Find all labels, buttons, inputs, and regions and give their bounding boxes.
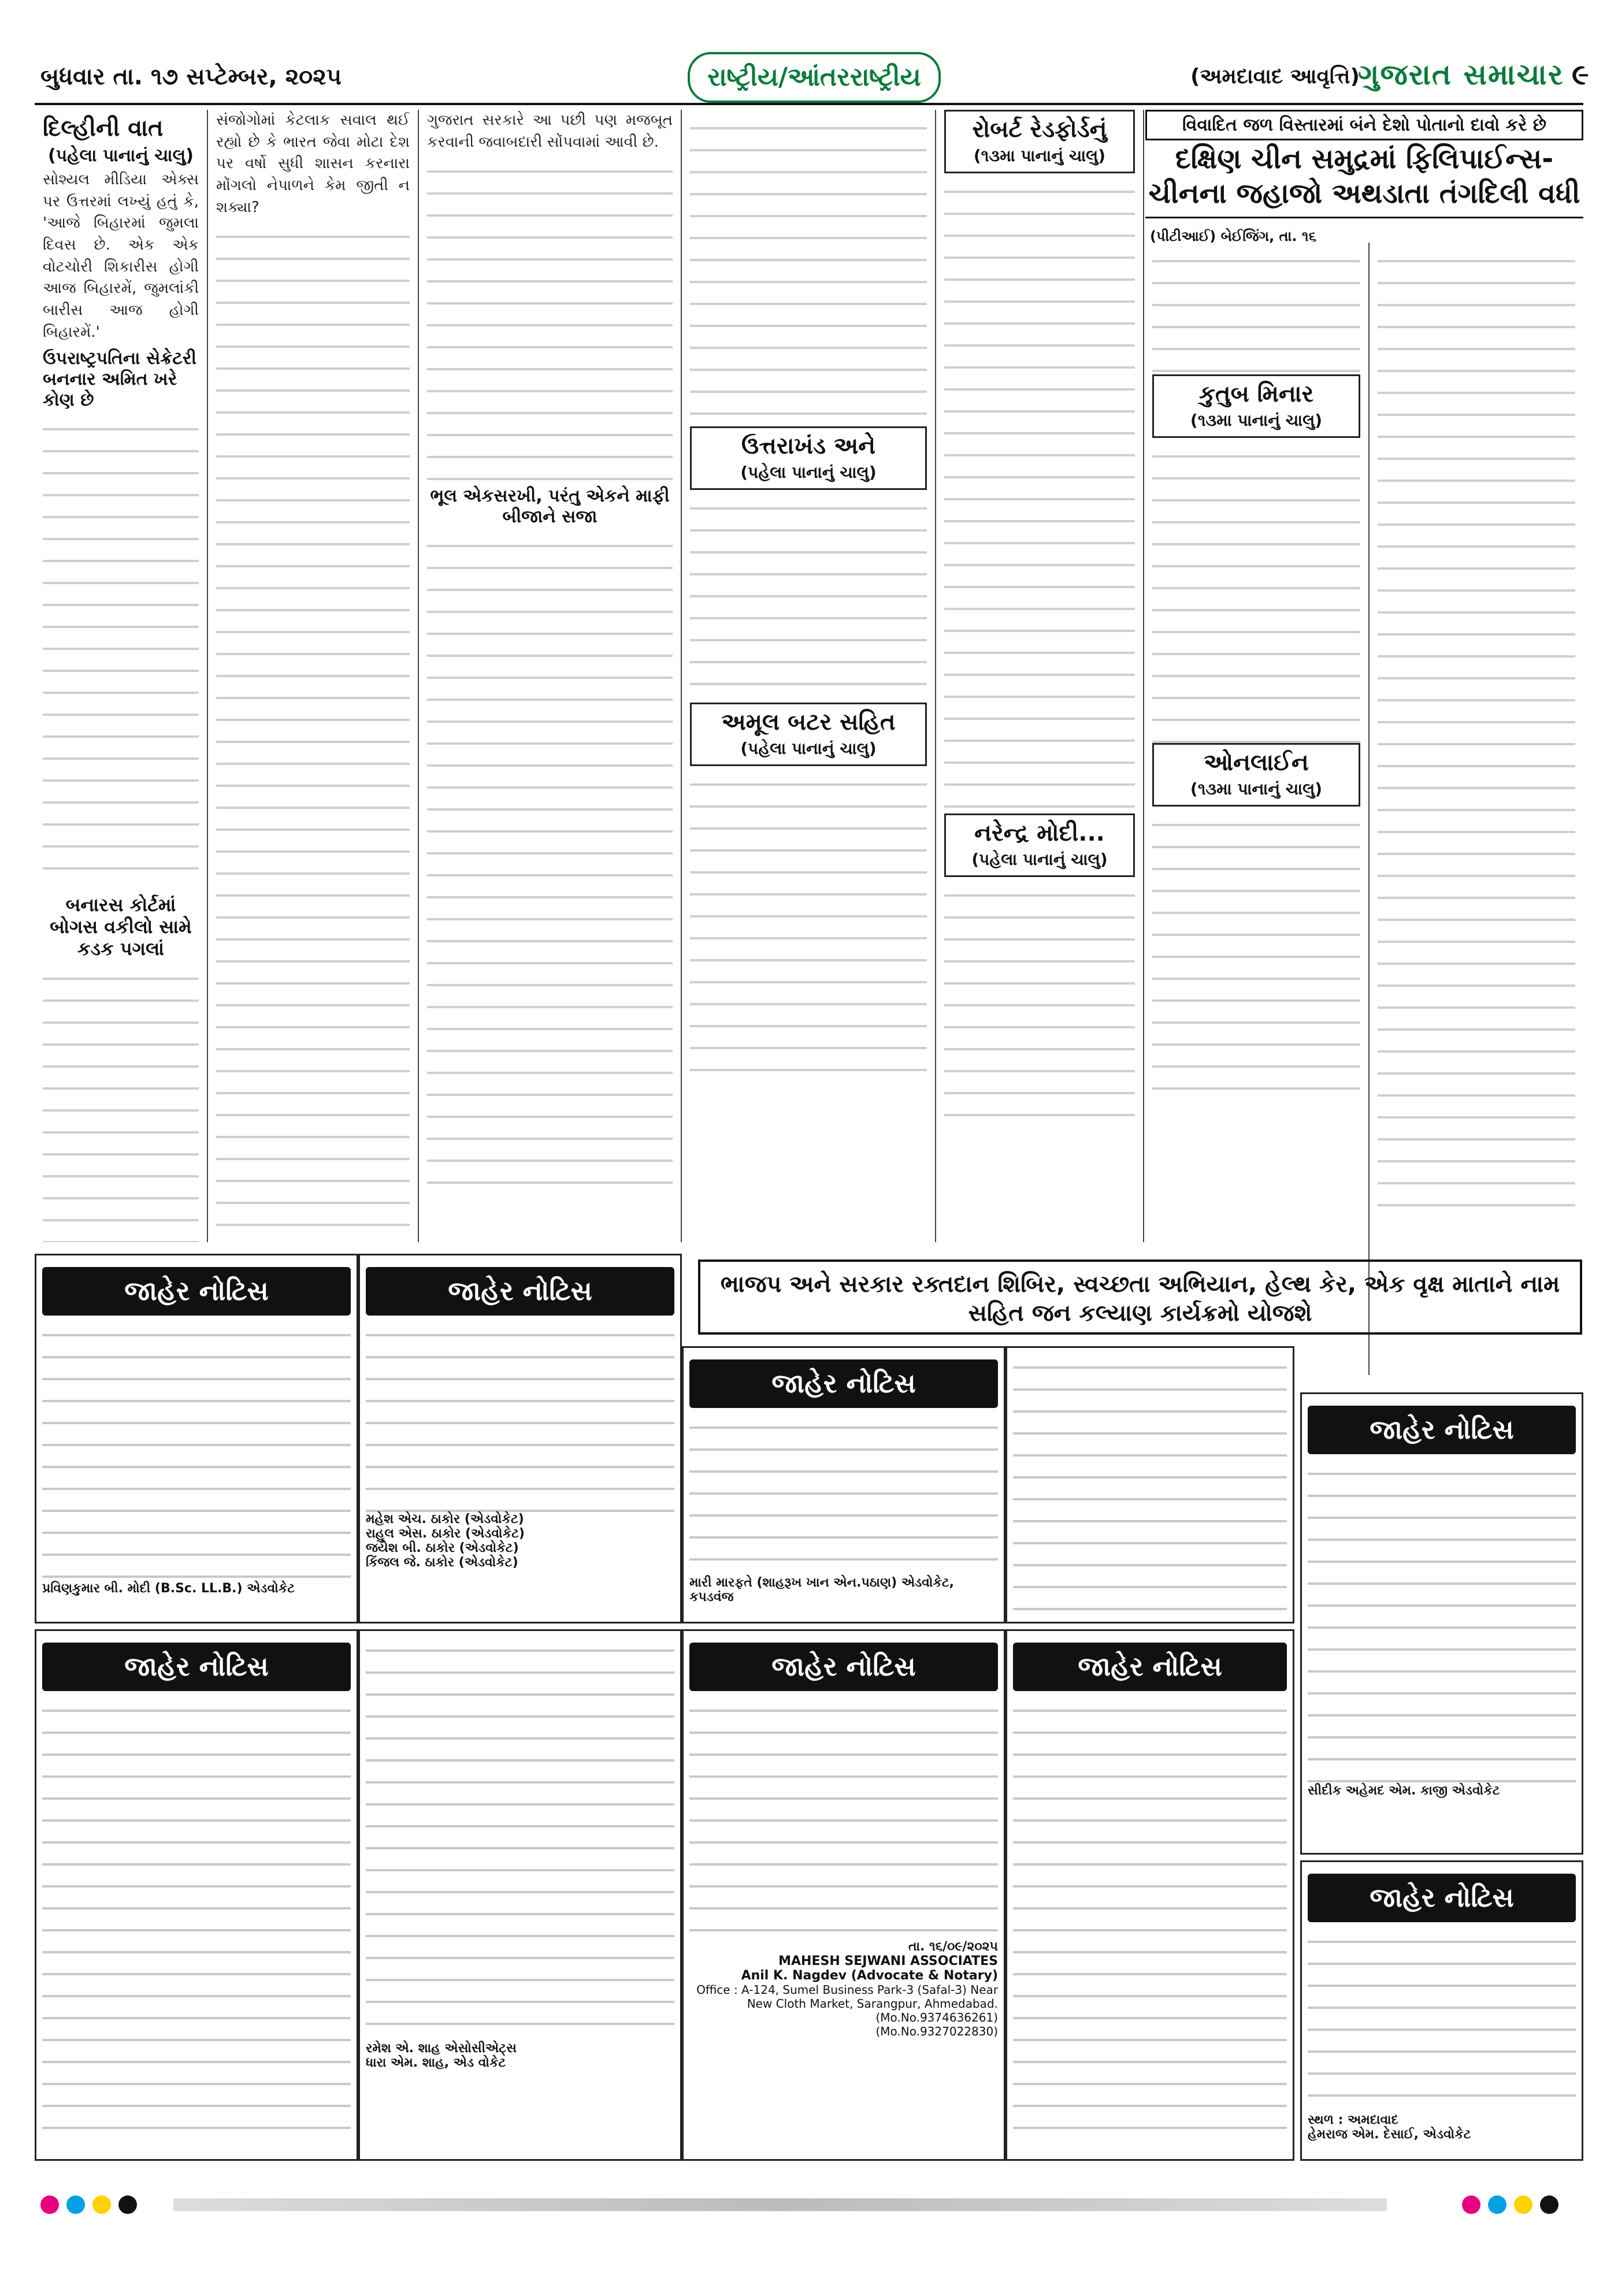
issue-date: બુધવાર તા. ૧૭ સપ્ટેમ્બર, ૨૦૨૫ [40, 64, 342, 90]
article-title: દિલ્હીની વાત [43, 115, 164, 142]
article-text-block [1378, 247, 1575, 1225]
article-continuation: (પહેલા પાનાનું ચાલુ) [740, 739, 877, 758]
public-notice-1 [35, 1254, 358, 1623]
notice-text [42, 1321, 351, 1581]
article-box-online [1152, 743, 1360, 807]
notice-phone: (Mo.No.9374636261) [875, 2011, 998, 2024]
article-body: ગુજરાત સરકારે આ પછી પણ મજબૂત કરવાની જવાબદારી સોંપવામાં આવી છે. [427, 112, 673, 151]
public-notice-4 [1300, 1392, 1583, 1855]
article-box-narendra [944, 813, 1135, 877]
article-body: સંજોગોમાં કેટલાક સવાલ થઈ રહ્યો છે કે ભારત જેવા મોટા દેશ પર વર્ષો સુધી શાસન કરનારા મોંગલો નેપાળને કેમ જીતી ન શક્યા? [216, 112, 410, 216]
notice-text [1308, 1928, 1576, 2113]
article-title: રોબર્ટ રેડફોર્ડનું [972, 116, 1107, 143]
notice-text [366, 1321, 674, 1512]
article-continuation: (પહેલા પાનાનું ચાલુ) [740, 463, 877, 482]
notice-advocate: રમેશ એ. શાહ એસોસીએટ્સ [366, 2041, 517, 2056]
article-box-robert [944, 110, 1135, 173]
column-delhi [35, 110, 208, 1242]
notice-header: જાહેર નોટિસ [42, 1643, 351, 1691]
public-notice-2 [358, 1254, 682, 1623]
notice-advocate: Anil K. Nagdev (Advocate & Notary) [741, 1968, 998, 1983]
registration-dot-magenta [1462, 2195, 1480, 2214]
edition-label: (અમદાવાદ આવૃત્તિ) [1190, 65, 1360, 88]
article-title: નરેન્દ્ર મોદી... [974, 820, 1105, 846]
notice-header: જાહેર નોટિસ [689, 1359, 998, 1408]
notice-advocate: હેમરાજ એમ. દેસાઈ, એડવોકેટ [1308, 2127, 1471, 2142]
bjp-campaign-banner: ભાજપ અને સરકાર રક્તદાન શિબિર, સ્વચ્છતા અભિયાન, હેલ્થ કેર, એક વૃક્ષ માતાને નામ સહિત જન કલ્યાણ કાર્યક્રમો યોજશે [698, 1260, 1582, 1335]
notice-header: જાહેર નોટિસ [42, 1267, 351, 1316]
column-robert [936, 110, 1144, 1242]
public-notice-7 [682, 1629, 1005, 2161]
lead-headline: દક્ષિણ ચીન સમુદ્રમાં ફિલિપાઈન્સ-ચીનના જહાજો અથડાતા તંગદિલી વધી [1145, 142, 1583, 218]
public-notice-3 [682, 1346, 1005, 1623]
article-box-qutub [1152, 374, 1360, 438]
page-number: ૯ [1572, 58, 1589, 91]
article-text-block [1152, 443, 1360, 743]
notice-advocate: રાહુલ એસ. ઠાકોર (એડવોકેટ) [366, 1526, 525, 1541]
registration-dot-magenta [40, 2195, 59, 2214]
lead-kicker: વિવાદિત જળ વિસ્તારમાં બંને દેશો પોતાનો દાવો કરે છે [1145, 110, 1583, 140]
notice-advocate: ધારા એમ. શાહ, એડ વોકેટ [366, 2056, 506, 2070]
notice-advocate: મહેશ એચ. ઠાકોર (એડવોકેટ) [366, 1512, 524, 1526]
article-heading: ઉપરાષ્ટ્રપતિના સેક્રેટરી બનનાર અમિત ખરે કોણ છે [43, 348, 196, 410]
registration-dot-cyan [66, 2195, 85, 2214]
article-text-block [427, 158, 673, 481]
notice-text [1013, 1354, 1287, 1614]
registration-dot-yellow [92, 2195, 111, 2214]
article-title: બનારસ કોર્ટમાં બોગસ વકીલો સામે કડક પગલાં [50, 893, 192, 960]
notice-advocate: સીદીક અહેમદ એમ. કાજી એડવોકેટ [1308, 1784, 1500, 1798]
notice-place: સ્થળ : અમદાવાદ [1308, 2113, 1398, 2127]
article-text-block [1152, 247, 1360, 374]
public-notice-9 [1300, 1860, 1583, 2161]
notice-date: તા. ૧૬/૦૯/૨૦૨૫ [908, 1940, 998, 1954]
column-gujarat [208, 110, 419, 1242]
article-text-block [427, 532, 673, 1197]
notice-advocate: કિંજલ જે. ઠાકોર (એડવોકેટ) [366, 1555, 518, 1570]
notice-advocate: પ્રવિણકુમાર બી. મોદી (B.Sc. LL.B.) એડવોકેટ [42, 1581, 295, 1596]
column-lead-continued [1370, 243, 1583, 1225]
notice-header: જાહેર નોટિસ [689, 1643, 998, 1691]
notice-header: જાહેર નોટિસ [1013, 1643, 1287, 1691]
notice-header: જાહેર નોટિસ [366, 1267, 674, 1316]
article-title: કુતુબ મિનાર [1198, 381, 1314, 407]
article-continuation: (પહેલા પાનાનું ચાલુ) [47, 146, 194, 166]
article-continuation: (પહેલા પાનાનું ચાલુ) [971, 850, 1108, 869]
article-text-block [43, 415, 199, 889]
registration-dot-black [118, 2195, 137, 2214]
section-title: રાષ્ટ્રીય/આંતરરાષ્ટ્રીય [688, 52, 941, 103]
notice-text [366, 1637, 674, 2041]
notice-advocate: MAHESH SEJWANI ASSOCIATES [778, 1954, 998, 1968]
article-text-block [1152, 811, 1360, 1100]
notice-header: જાહેર નોટિસ [1308, 1406, 1576, 1454]
notice-text [42, 1697, 351, 2136]
article-box-amul [690, 703, 927, 766]
lead-dateline: (પીટીઆઈ) બેઈજિંગ, તા. ૧૬ [1150, 228, 1317, 244]
notice-advocate: મારી મારફતે (શાહરૂખ ખાન એન.પઠાણ) એડવોકેટ, કપડવંજ [689, 1576, 955, 1604]
notice-text [689, 1697, 998, 1940]
article-box-uttarakhand [690, 426, 927, 490]
print-color-bar [173, 2198, 1387, 2211]
article-title: ઉત્તરાખંડ અને [741, 433, 876, 459]
notice-header: જાહેર નોટિસ [1308, 1874, 1576, 1922]
column-qutub [1144, 243, 1370, 1375]
registration-dot-black [1540, 2195, 1558, 2214]
article-text-block [690, 114, 927, 426]
public-notice-8 [1005, 1629, 1294, 2161]
article-text-block [690, 771, 927, 1071]
article-text-block [216, 223, 410, 1242]
registration-dot-cyan [1488, 2195, 1506, 2214]
article-title: ઓનલાઈન [1204, 749, 1309, 776]
article-text-block [690, 495, 927, 703]
article-body: સોશ્યલ મીડિયા એક્સ પર ઉત્તરમાં લખ્યું હતું કે, 'આજે બિહારમાં જુમલા દિવસ છે. એક એક વોટચોરી શિકારીસ હોગી આજ બિહારમેં, જુમલાંકી બારીસ આજ હોગી બિહારમેં.' [43, 171, 199, 341]
masthead-logo: ગુજરાત સમાચાર [1358, 58, 1564, 91]
article-continuation: (૧૩મા પાનાનું ચાલુ) [1190, 411, 1323, 430]
article-title: અમૂલ બટર સહિત [721, 709, 896, 735]
notice-text [1013, 1697, 1287, 2136]
notice-text [1308, 1460, 1576, 1784]
notice-phone: (Mo.No.9327022830) [875, 2024, 998, 2038]
registration-dot-yellow [1514, 2195, 1532, 2214]
header-rule [35, 103, 1583, 105]
public-notice-6 [358, 1629, 682, 2161]
notice-address: Office : A-124, Sumel Business Park-3 (Safal-3) Near New Cloth Market, Sarangpur, Ahmedabad. [696, 1983, 998, 2011]
article-text-block [944, 882, 1135, 1124]
article-heading: ભૂલ એકસરખી, પરંતુ એકને માફી બીજાને સજા [430, 486, 670, 527]
public-notice-5 [35, 1629, 358, 2161]
column-fraud [419, 110, 682, 1242]
notice-classified [1005, 1346, 1294, 1623]
article-continuation: (૧૩મા પાનાનું ચાલુ) [973, 146, 1106, 165]
notice-text [689, 1414, 998, 1576]
notice-advocate: જયેશ બી. ઠાકોર (એડવોકેટ) [366, 1541, 519, 1555]
article-text-block [944, 178, 1135, 813]
article-continuation: (૧૩મા પાનાનું ચાલુ) [1190, 779, 1323, 798]
column-dairy [682, 110, 936, 1242]
article-text-block [43, 965, 199, 1242]
